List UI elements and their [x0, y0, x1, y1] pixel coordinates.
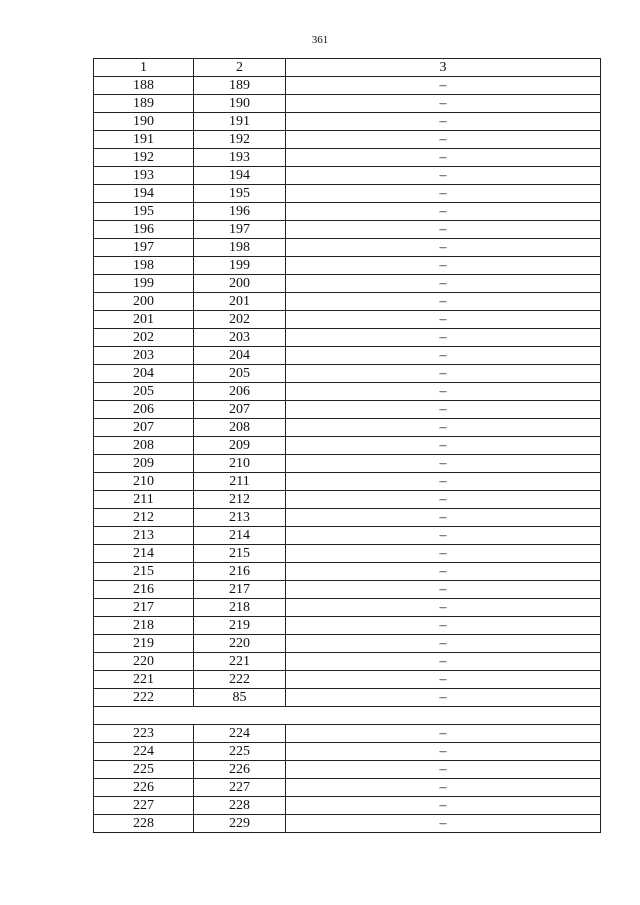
- table-row: [94, 509, 601, 527]
- table-cell: 206: [94, 401, 194, 419]
- table-cell: 194: [194, 167, 286, 185]
- table-cell: 226: [94, 779, 194, 797]
- table-cell: –: [286, 635, 601, 653]
- table-cell: –: [286, 311, 601, 329]
- table-cell: –: [286, 599, 601, 617]
- table-cell: –: [286, 653, 601, 671]
- table-cell: 202: [194, 311, 286, 329]
- table-cell: 203: [194, 329, 286, 347]
- table-row: [94, 77, 601, 95]
- table-cell: –: [286, 167, 601, 185]
- table-cell: 216: [94, 581, 194, 599]
- table-row: [94, 797, 601, 815]
- table-row: [94, 725, 601, 743]
- table-row: [94, 203, 601, 221]
- table-row: [94, 815, 601, 833]
- table-row: [94, 761, 601, 779]
- data-table: [93, 58, 601, 833]
- table-cell: 220: [194, 635, 286, 653]
- table-cell: 204: [94, 365, 194, 383]
- table-cell: 189: [194, 77, 286, 95]
- table-cell: –: [286, 797, 601, 815]
- table-cell: 204: [194, 347, 286, 365]
- table-body: [94, 77, 601, 833]
- table-cell: –: [286, 761, 601, 779]
- table-cell: 208: [94, 437, 194, 455]
- table-cell: –: [286, 131, 601, 149]
- table-cell: 197: [194, 221, 286, 239]
- table-row: [94, 689, 601, 707]
- table-cell: 201: [194, 293, 286, 311]
- table-cell: 225: [194, 743, 286, 761]
- table-cell: 207: [94, 419, 194, 437]
- column-header: 2: [194, 59, 286, 77]
- table-cell: –: [286, 149, 601, 167]
- table-row: [94, 185, 601, 203]
- table-row: [94, 95, 601, 113]
- table-cell: 192: [94, 149, 194, 167]
- table-row: [94, 311, 601, 329]
- table-cell: 200: [194, 275, 286, 293]
- table-cell: –: [286, 545, 601, 563]
- table-row: [94, 383, 601, 401]
- separator-cell: [94, 707, 601, 725]
- table-cell: 199: [194, 257, 286, 275]
- table-cell: –: [286, 725, 601, 743]
- table-cell: 221: [94, 671, 194, 689]
- table-cell: 221: [194, 653, 286, 671]
- table-row: [94, 293, 601, 311]
- table-cell: –: [286, 383, 601, 401]
- table-cell: –: [286, 113, 601, 131]
- table-cell: 209: [194, 437, 286, 455]
- table-cell: 195: [94, 203, 194, 221]
- table-cell: 196: [194, 203, 286, 221]
- table-cell: 191: [94, 131, 194, 149]
- table-cell: 219: [94, 635, 194, 653]
- table-cell: 206: [194, 383, 286, 401]
- table-row: [94, 635, 601, 653]
- table-cell: 216: [194, 563, 286, 581]
- table-row: [94, 563, 601, 581]
- table-cell: 191: [194, 113, 286, 131]
- table-row: [94, 455, 601, 473]
- table-cell: 227: [94, 797, 194, 815]
- table-cell: –: [286, 401, 601, 419]
- table-cell: 201: [94, 311, 194, 329]
- table-cell: –: [286, 221, 601, 239]
- table-cell: –: [286, 815, 601, 833]
- table-row: [94, 437, 601, 455]
- table-row: [94, 491, 601, 509]
- table-row: [94, 365, 601, 383]
- table-cell: 193: [94, 167, 194, 185]
- table-cell: –: [286, 347, 601, 365]
- column-header: 1: [94, 59, 194, 77]
- table-cell: 190: [194, 95, 286, 113]
- table-cell: –: [286, 491, 601, 509]
- table-cell: 217: [194, 581, 286, 599]
- table-cell: –: [286, 437, 601, 455]
- table-cell: 205: [94, 383, 194, 401]
- table-cell: –: [286, 185, 601, 203]
- table-cell: –: [286, 257, 601, 275]
- table-cell: –: [286, 473, 601, 491]
- table-cell: –: [286, 77, 601, 95]
- table-cell: –: [286, 743, 601, 761]
- table-row: [94, 527, 601, 545]
- table-cell: 228: [94, 815, 194, 833]
- table-cell: –: [286, 203, 601, 221]
- table-cell: –: [286, 671, 601, 689]
- table-row: [94, 545, 601, 563]
- table-row: [94, 473, 601, 491]
- table-cell: 198: [194, 239, 286, 257]
- table-cell: –: [286, 329, 601, 347]
- table-cell: 218: [194, 599, 286, 617]
- table-cell: 227: [194, 779, 286, 797]
- page-number: 361: [311, 34, 329, 46]
- table-cell: 207: [194, 401, 286, 419]
- table-cell: 219: [194, 617, 286, 635]
- table-cell: 190: [94, 113, 194, 131]
- table-cell: 209: [94, 455, 194, 473]
- table-cell: –: [286, 95, 601, 113]
- table-cell: –: [286, 527, 601, 545]
- table-cell: 222: [194, 671, 286, 689]
- table-cell: –: [286, 563, 601, 581]
- table-cell: 189: [94, 95, 194, 113]
- table-cell: 203: [94, 347, 194, 365]
- table-cell: 199: [94, 275, 194, 293]
- table-row: [94, 347, 601, 365]
- table-row: [94, 401, 601, 419]
- table-row: [94, 653, 601, 671]
- table-cell: 223: [94, 725, 194, 743]
- table-cell: 228: [194, 797, 286, 815]
- table-cell: 195: [194, 185, 286, 203]
- table-cell: 215: [194, 545, 286, 563]
- table-cell: 197: [94, 239, 194, 257]
- table-cell: 217: [94, 599, 194, 617]
- table-cell: 214: [194, 527, 286, 545]
- table-cell: –: [286, 581, 601, 599]
- table-cell: 85: [194, 689, 286, 707]
- table-cell: –: [286, 419, 601, 437]
- table-row: [94, 581, 601, 599]
- table-cell: 193: [194, 149, 286, 167]
- table-cell: 210: [94, 473, 194, 491]
- table-row: [94, 779, 601, 797]
- table-row: [94, 617, 601, 635]
- table-cell: 202: [94, 329, 194, 347]
- table-cell: –: [286, 509, 601, 527]
- table-row: [94, 275, 601, 293]
- table-cell: 194: [94, 185, 194, 203]
- table-cell: –: [286, 293, 601, 311]
- table-cell: 196: [94, 221, 194, 239]
- table-row: [94, 743, 601, 761]
- table-cell: –: [286, 275, 601, 293]
- table-cell: 211: [194, 473, 286, 491]
- table-cell: 213: [194, 509, 286, 527]
- table-cell: 220: [94, 653, 194, 671]
- table-cell: 218: [94, 617, 194, 635]
- table-cell: –: [286, 779, 601, 797]
- table-cell: 222: [94, 689, 194, 707]
- table-header-row: [94, 59, 601, 77]
- table-cell: 225: [94, 761, 194, 779]
- table-cell: –: [286, 617, 601, 635]
- table-row: [94, 257, 601, 275]
- table-row: [94, 221, 601, 239]
- table-cell: 212: [194, 491, 286, 509]
- table-cell: 229: [194, 815, 286, 833]
- separator-row: [94, 707, 601, 725]
- table-row: [94, 167, 601, 185]
- table-cell: –: [286, 365, 601, 383]
- table-cell: 214: [94, 545, 194, 563]
- table-cell: –: [286, 239, 601, 257]
- column-header: 3: [286, 59, 601, 77]
- table-cell: 215: [94, 563, 194, 581]
- table-cell: 208: [194, 419, 286, 437]
- table-cell: 226: [194, 761, 286, 779]
- table-cell: 224: [94, 743, 194, 761]
- table-cell: 213: [94, 527, 194, 545]
- table-row: [94, 113, 601, 131]
- table-cell: 200: [94, 293, 194, 311]
- table-cell: 212: [94, 509, 194, 527]
- table-cell: 224: [194, 725, 286, 743]
- table-cell: 192: [194, 131, 286, 149]
- table-cell: 188: [94, 77, 194, 95]
- table-cell: 211: [94, 491, 194, 509]
- table-cell: 198: [94, 257, 194, 275]
- table-cell: –: [286, 455, 601, 473]
- table-row: [94, 419, 601, 437]
- table-row: [94, 239, 601, 257]
- table-row: [94, 671, 601, 689]
- table-row: [94, 149, 601, 167]
- table-row: [94, 599, 601, 617]
- table-cell: 205: [194, 365, 286, 383]
- table-row: [94, 329, 601, 347]
- table-cell: –: [286, 689, 601, 707]
- table-row: [94, 131, 601, 149]
- table-cell: 210: [194, 455, 286, 473]
